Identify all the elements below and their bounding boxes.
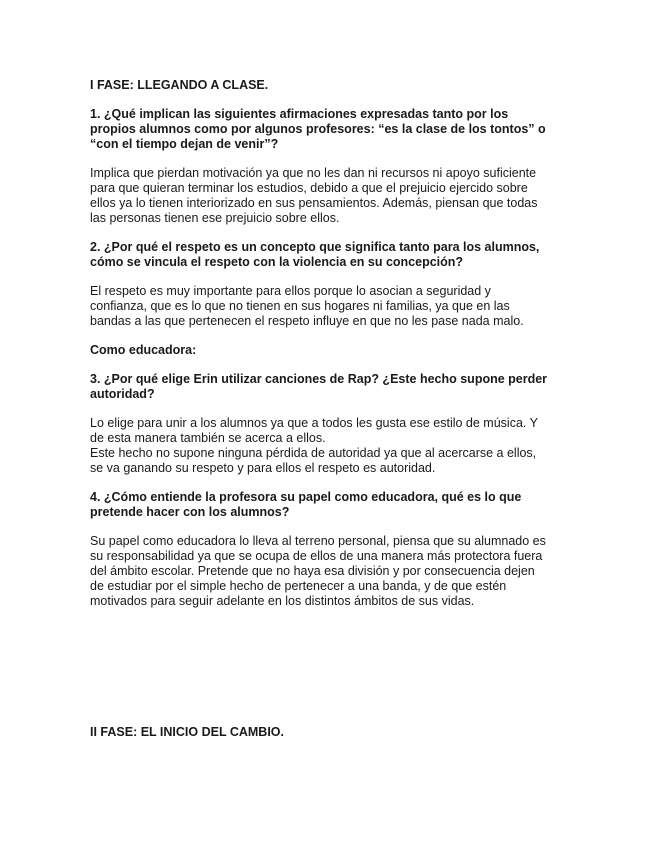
question-2: 2. ¿Por qué el respeto es un concepto que significa tanto para los alumnos, cómo se vincula el respeto con la violencia en su concepción?: [90, 240, 540, 269]
answer-4: Su papel como educadora lo lleva al terreno personal, piensa que su alumnado es su responsabilidad ya que se ocupa de ellos de una manera más protectora fuera del ámbito escolar. Pretende que no haya esa división y por consecuencia dejen de estudiar por el simple hecho de pertenecer a una banda, y de que estén motivados para seguir adelante en los distintos ámbitos de sus vidas.: [90, 534, 546, 608]
section-2-heading: II FASE: EL INICIO DEL CAMBIO.: [90, 725, 285, 739]
answer-1: Implica que pierdan motivación ya que no les dan ni recursos ni apoyo suficiente para que quieran terminar los estudios, debido a que el prejuicio ejercido sobre ellos ya lo tienen interiorizado en sus pensamientos. Además, piensan que todas las personas tienen ese prejuicio sobre ellos.: [90, 166, 538, 225]
answer-2: El respeto es muy importante para ellos porque lo asocian a seguridad y confianza, que es lo que no tienen en sus hogares ni familias, ya que en las bandas a las que pertenecen el respeto influye en que no les pase nada malo.: [90, 284, 524, 328]
answer-3: Lo elige para unir a los alumnos ya que a todos les gusta ese estilo de música. Y de esta manera también se acerca a ellos. Este hecho no supone ninguna pérdida de autoridad ya que al acercarse a ellos, se va ganando su respeto y para ellos el respeto es autoridad.: [90, 416, 538, 475]
question-1: 1. ¿Qué implican las siguientes afirmaciones expresadas tanto por los propios alumnos como por algunos profesores: “es la clase de los tontos” o “con el tiempo dejan de venir”?: [90, 107, 546, 151]
subheading-educadora: Como educadora:: [90, 343, 197, 357]
question-3: 3. ¿Por qué elige Erin utilizar canciones de Rap? ¿Este hecho supone perder autoridad?: [90, 372, 548, 401]
question-4: 4. ¿Cómo entiende la profesora su papel como educadora, qué es lo que pretende hacer con los alumnos?: [90, 490, 522, 519]
document-body: [90, 78, 570, 609]
section-1-heading: I FASE: LLEGANDO A CLASE.: [90, 78, 269, 92]
